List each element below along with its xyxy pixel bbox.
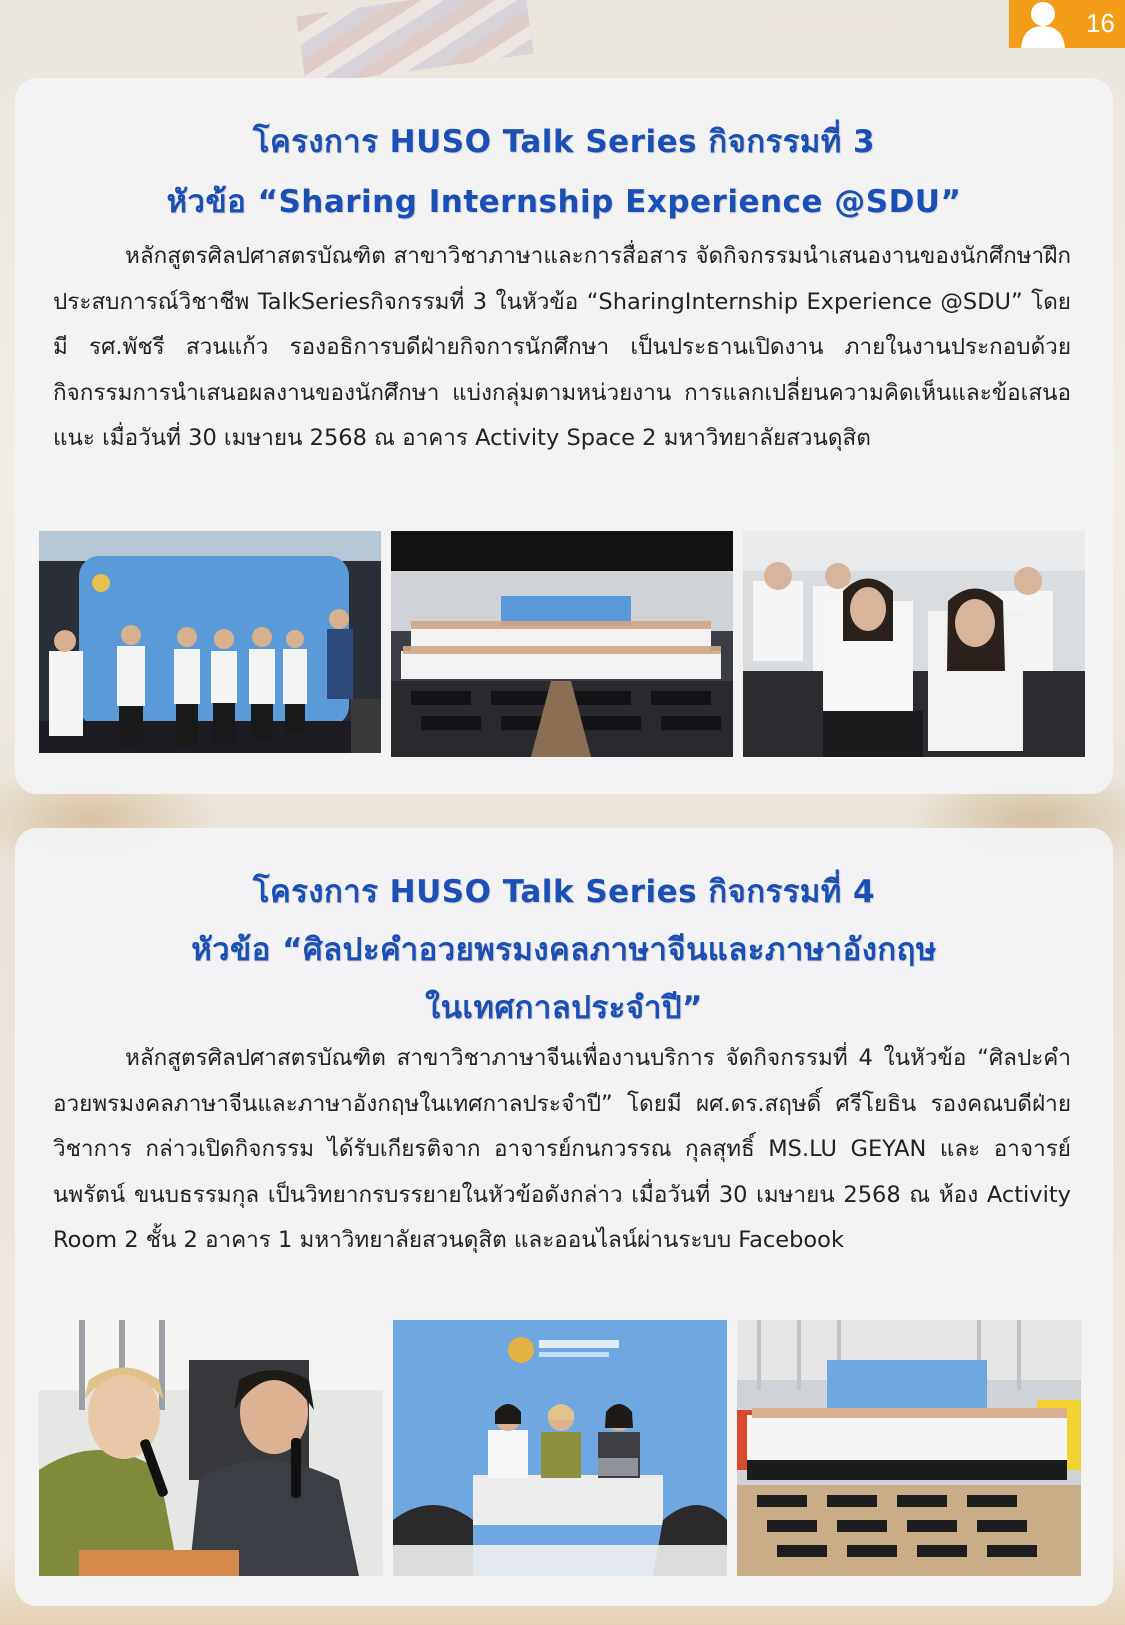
activity-3-card xyxy=(15,78,1113,794)
activity-3-title: โครงการ HUSO Talk Series กิจกรรมที่ 3 xyxy=(252,124,876,160)
activity-3-photo-students-on-stage xyxy=(39,531,381,753)
person-silhouette-icon xyxy=(1015,0,1071,48)
activity-3-subtitle: หัวข้อ “Sharing Internship Experience @SDU” xyxy=(166,184,962,220)
activity-4-subtitle-line2: ในเทศกาลประจำปี” xyxy=(425,990,703,1026)
page-number: 16 xyxy=(1086,8,1115,38)
activity-4-title: โครงการ HUSO Talk Series กิจกรรมที่ 4 xyxy=(252,874,876,910)
activity-4-card xyxy=(15,828,1113,1606)
activity-3-description: หลักสูตรศิลปศาสตรบัณฑิต สาขาวิชาภาษาและการสื่อสาร จัดกิจกรรมนำเสนองานของนักศึกษาฝึกประสบการณ์วิชาชีพ TalkSeriesกิจกรรมที่ 3 ในหัวข้อ “SharingInternship Experience @SDU” โดยมี รศ.พัชรี สวนแก้ว รองอธิการบดีฝ่ายกิจการนักศึกษา เป็นประธานเปิดงาน ภายในงานประกอบด้วยกิจกรรมการนำเสนอผลงานของนักศึกษา แบ่งกลุ่มตามหน่วยงาน การแลกเปลี่ยนความคิดเห็นและข้อเสนอแนะ เมื่อวันที่ 30 เมษายน 2568 ณ อาคาร Activity Space 2 มหาวิทยาลัยสวนดุสิต xyxy=(53,243,1071,451)
activity-3-photo-group xyxy=(391,531,733,757)
activity-4-subtitle-line1: หัวข้อ “ศิลปะคำอวยพรมงคลภาษาจีนและภาษาอังกฤษ xyxy=(191,932,937,968)
background-flag-decoration xyxy=(296,0,534,86)
page-number-badge xyxy=(1009,0,1125,48)
activity-4-photo-group xyxy=(737,1320,1081,1576)
activity-4-photo-panel-table xyxy=(393,1320,727,1576)
activity-3-photo-seated-students xyxy=(743,531,1085,757)
activity-4-photo-speakers-closeup xyxy=(39,1320,383,1576)
activity-4-description: หลักสูตรศิลปศาสตรบัณฑิต สาขาวิชาภาษาจีนเพื่องานบริการ จัดกิจกรรมที่ 4 ในหัวข้อ “ศิลปะคำอวยพรมงคลภาษาจีนและภาษาอังกฤษในเทศกาลประจำปี” โดยมี ผศ.ดร.สฤษดิ์ ศรีโยธิน รองคณบดีฝ่ายวิชาการ กล่าวเปิดกิจกรรม ได้รับเกียรติจาก อาจารย์กนกวรรณ กุลสุทธิ์ MS.LU GEYAN และ อาจารย์นพรัตน์ ขนบธรรมกุล เป็นวิทยากรบรรยายในหัวข้อดังกล่าว เมื่อวันที่ 30 เมษายน 2568 ณ ห้อง Activity Room 2 ชั้น 2 อาคาร 1 มหาวิทยาลัยสวนดุสิต และออนไลน์ผ่านระบบ Facebook xyxy=(53,1045,1071,1253)
